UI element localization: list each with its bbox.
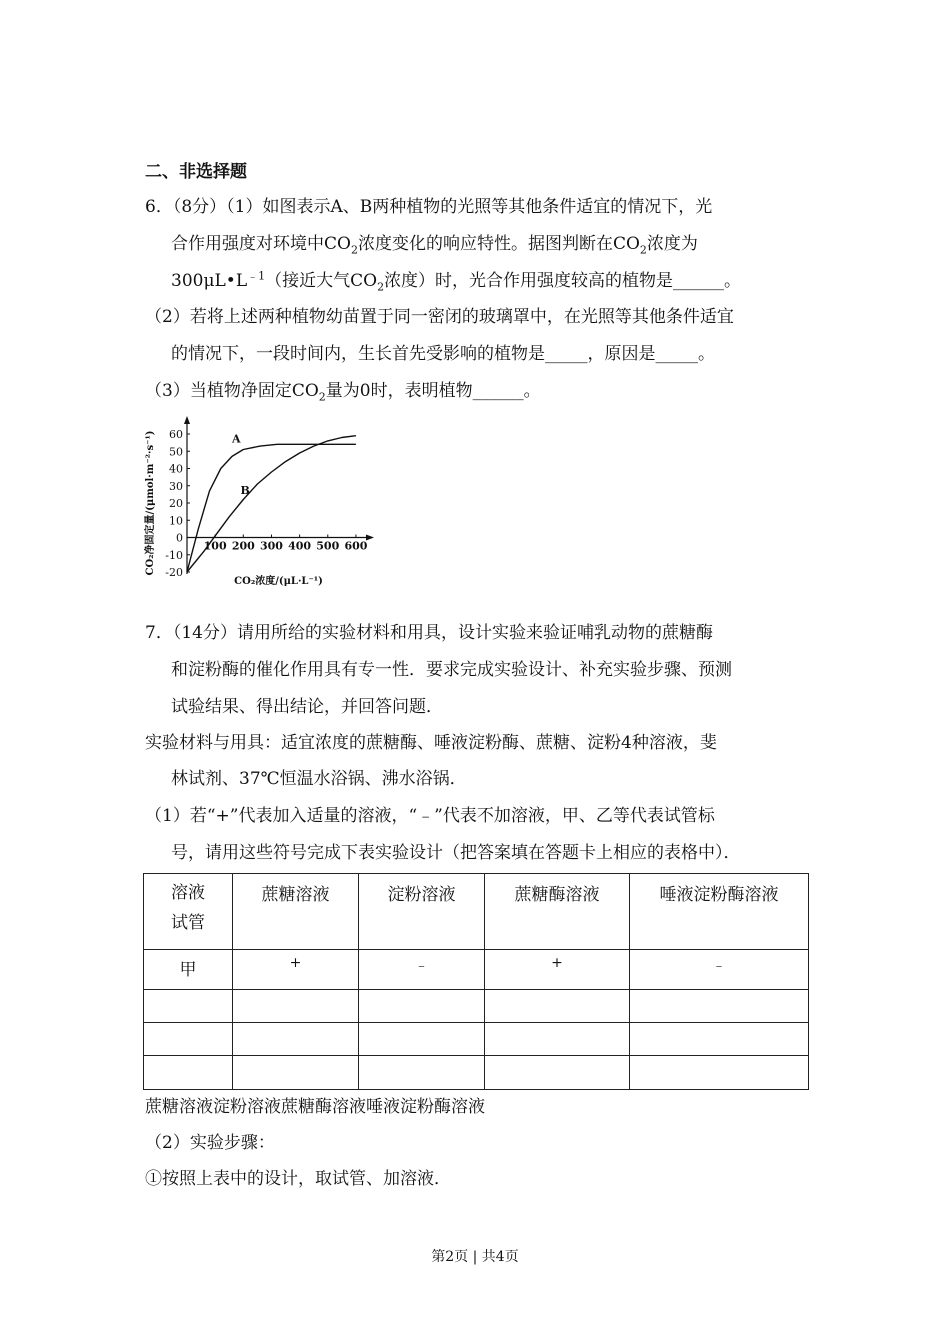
y-tick-label: 0 — [176, 531, 183, 545]
q7-step2-heading: （2）实验步骤： — [145, 1133, 275, 1153]
table-cell: ﹣ — [630, 950, 809, 990]
table-row — [144, 950, 809, 990]
x-tick-label: 600 — [344, 539, 368, 553]
q7-line-3: 试验结果、得出结论，并回答问题． — [171, 697, 443, 717]
series-A-line — [187, 444, 356, 572]
header-cell: 唾液淀粉酶溶液 — [630, 874, 809, 950]
x-tick-label: 500 — [316, 539, 340, 553]
q7-line-1: 7．（14分）请用所给的实验材料和用具，设计实验来验证哺乳动物的蔗糖酶 — [145, 623, 713, 643]
table-row — [144, 1023, 809, 1056]
y-tick-label: -20 — [165, 566, 183, 579]
q6-line-1: 6．（8分）（1）如图表示A、B两种植物的光照等其他条件适宜的情况下，光 — [145, 197, 713, 217]
q6-part3: （3）当植物净固定$CO_2$量为0时，表明植物______。 — [145, 381, 541, 404]
y-tick-label: 50 — [169, 445, 183, 459]
table-cell — [233, 1056, 359, 1090]
q7-materials-line-1: 实验材料与用具：适宜浓度的蔗糖酶、唾液淀粉酶、蔗糖、淀粉4种溶液，斐 — [145, 733, 717, 753]
header-cell: 蔗糖溶液 — [233, 874, 359, 950]
q7-step1-line-1: （1）若“+”代表加入适量的溶液，“﹣”代表不加溶液，甲、乙等代表试管标 — [145, 806, 715, 826]
q6-line-2: 合作用强度对环境中$CO_2$浓度变化的响应特性。据图判断在$CO_2$浓度为 — [171, 234, 698, 257]
table-cell — [485, 1056, 630, 1090]
table-cell — [144, 1023, 233, 1056]
after-table-text: 蔗糖溶液淀粉溶液蔗糖酶溶液唾液淀粉酶溶液 — [145, 1097, 485, 1117]
q6-part2-line-2: 的情况下，一段时间内，生长首先受影响的植物是_____，原因是_____。 — [171, 344, 715, 364]
y-tick-label: 30 — [169, 479, 183, 493]
table-cell — [630, 1023, 809, 1056]
x-tick-label: 200 — [231, 539, 255, 553]
table-cell: ﹣ — [359, 950, 485, 990]
table-cell — [359, 1056, 485, 1090]
table-cell — [359, 1023, 485, 1056]
q7-step2-item-1: ①按照上表中的设计，取试管、加溶液． — [145, 1169, 451, 1189]
table-row — [144, 1056, 809, 1090]
y-tick-label: -10 — [165, 548, 183, 562]
table-row — [144, 990, 809, 1023]
co2-chart — [140, 412, 380, 592]
table-corner-cell — [144, 874, 233, 950]
table-cell — [630, 990, 809, 1023]
y-tick-label: 40 — [169, 462, 183, 476]
table-cell: 甲 — [144, 950, 233, 990]
corner-bottom-label: 试管 — [171, 913, 205, 933]
y-tick-label: 20 — [169, 497, 183, 510]
series-label-A: A — [232, 432, 241, 446]
table-cell — [485, 990, 630, 1023]
table-cell — [144, 990, 233, 1023]
table-cell — [485, 1023, 630, 1056]
y-tick-label: 60 — [169, 428, 183, 441]
table-cell: + — [233, 950, 359, 990]
q7-step1-line-2: 号，请用这些符号完成下表实验设计（把答案填在答题卡上相应的表格中）． — [171, 843, 741, 863]
y-tick-label: 10 — [169, 514, 183, 528]
series-label-B: B — [240, 484, 250, 498]
x-tick-label: 400 — [288, 539, 312, 553]
q6-line-3: $300\mu L•L^{﹣1}$（接近大气$CO_2$浓度）时，光合作用强度较高的植物是______。 — [171, 269, 742, 294]
x-axis-title: CO₂浓度/(μL·L⁻¹) — [234, 576, 323, 587]
header-cell: 淀粉溶液 — [359, 874, 485, 950]
x-tick-label: 100 — [203, 539, 227, 553]
section-title: 二、非选择题 — [145, 162, 247, 182]
header-cell: 蔗糖酶溶液 — [485, 874, 630, 950]
y-axis-title: CO₂净固定量/(μmol·m⁻²·s⁻¹) — [145, 430, 156, 576]
table-cell — [233, 990, 359, 1023]
y-axis-arrow — [184, 416, 190, 424]
q7-materials-line-2: 林试剂、37℃恒温水浴锅、沸水浴锅． — [171, 769, 467, 789]
table-header-row — [144, 874, 809, 950]
experiment-table — [143, 873, 809, 1090]
q6-part2-line-1: （2）若将上述两种植物幼苗置于同一密闭的玻璃罩中，在光照等其他条件适宜 — [145, 307, 734, 327]
table-cell: + — [485, 950, 630, 990]
table-cell — [233, 1023, 359, 1056]
table-cell — [359, 990, 485, 1023]
corner-top-label: 溶液 — [171, 883, 205, 903]
x-tick-label: 300 — [259, 539, 283, 553]
table-cell — [144, 1056, 233, 1090]
table-cell — [630, 1056, 809, 1090]
q7-line-2: 和淀粉酶的催化作用具有专一性．要求完成实验设计、补充实验步骤、预测 — [171, 660, 732, 680]
page-footer: 第2页 | 共4页 — [431, 1249, 519, 1265]
